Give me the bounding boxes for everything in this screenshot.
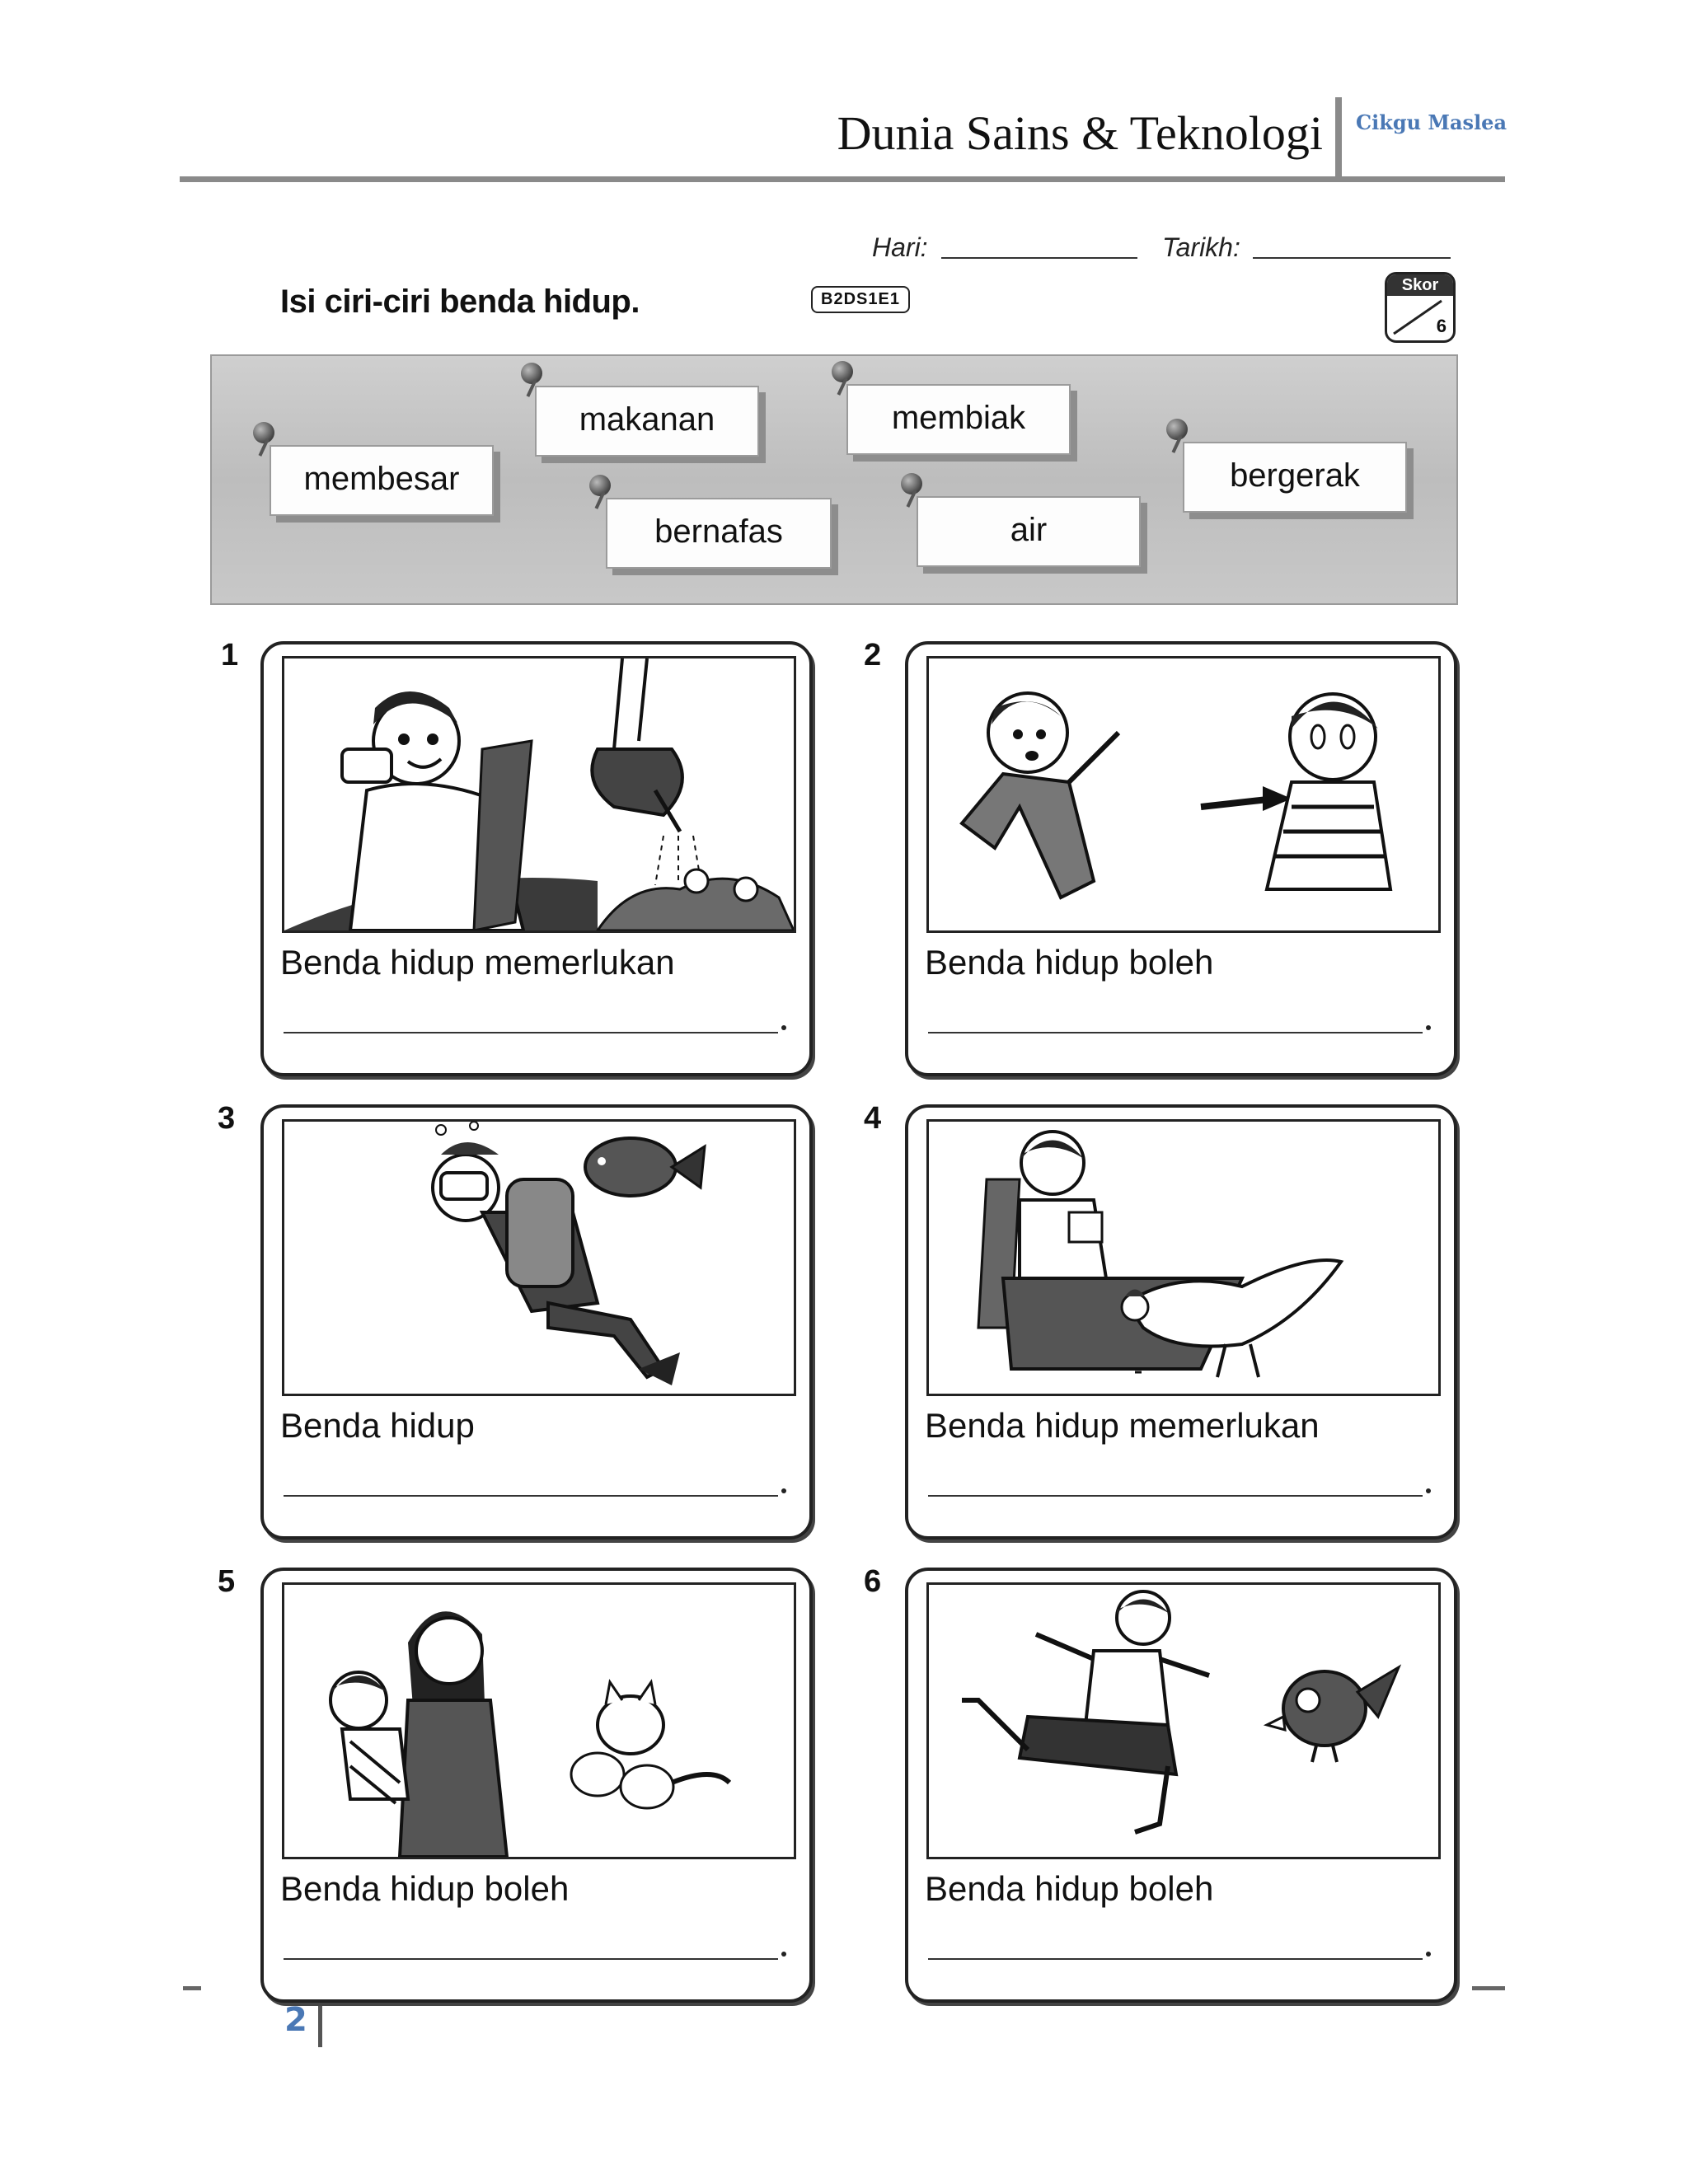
question-prompt: Benda hidup memerlukan	[280, 943, 675, 982]
answer-field[interactable]	[284, 1032, 778, 1033]
question-number: 2	[864, 638, 882, 673]
hari-label: Hari:	[872, 232, 928, 262]
question-prompt: Benda hidup boleh	[280, 1869, 570, 1908]
page-number-divider	[318, 2006, 322, 2047]
answer-field[interactable]	[928, 1032, 1423, 1033]
pin-icon	[832, 361, 853, 382]
answer-field[interactable]	[284, 1495, 778, 1497]
question-panel-5	[260, 1568, 813, 2003]
answer-period	[1426, 1025, 1431, 1030]
mother-child-and-cats-icon	[282, 1582, 796, 1859]
question-prompt: Benda hidup boleh	[925, 943, 1214, 982]
word-bank	[210, 354, 1458, 605]
answer-field[interactable]	[928, 1495, 1423, 1497]
question-panel-3	[260, 1104, 813, 1540]
question-panel-6	[905, 1568, 1457, 2003]
answer-period	[781, 1952, 786, 1957]
boy-eating-and-hen-icon	[926, 1119, 1441, 1396]
word-card-makanan: makanan	[535, 386, 759, 457]
pin-icon	[253, 422, 274, 443]
boy-drinking-and-watering-can-icon	[282, 656, 796, 933]
page-number: 2	[284, 2001, 307, 2039]
pin-icon	[521, 363, 542, 384]
answer-field[interactable]	[284, 1958, 778, 1960]
answer-period	[781, 1488, 786, 1493]
worksheet-instruction: Isi ciri-ciri benda hidup.	[280, 284, 640, 320]
word-card-membiak: membiak	[846, 384, 1071, 455]
question-prompt: Benda hidup	[280, 1406, 475, 1445]
question-prompt: Benda hidup boleh	[925, 1869, 1214, 1908]
question-number: 1	[221, 638, 239, 673]
footer-rule-left	[183, 1986, 201, 1990]
question-panel-1	[260, 641, 813, 1076]
question-panel-4	[905, 1104, 1457, 1540]
pin-icon	[1166, 419, 1188, 440]
pin-icon	[901, 473, 922, 494]
tarikh-field[interactable]	[1253, 257, 1451, 259]
author-name: Cikgu Maslea	[1356, 110, 1507, 134]
answer-period	[781, 1025, 786, 1030]
answer-period	[1426, 1488, 1431, 1493]
header-divider	[1335, 97, 1342, 180]
question-number: 4	[864, 1101, 882, 1136]
word-card-bernafas: bernafas	[606, 498, 832, 569]
question-panel-2	[905, 641, 1457, 1076]
answer-period	[1426, 1952, 1431, 1957]
hari-field[interactable]	[941, 257, 1137, 259]
question-number: 5	[218, 1564, 236, 1599]
diver-and-fish-icon	[282, 1119, 796, 1396]
question-number: 3	[218, 1101, 236, 1136]
word-card-bergerak: bergerak	[1183, 442, 1407, 513]
question-prompt: Benda hidup memerlukan	[925, 1406, 1320, 1445]
answer-field[interactable]	[928, 1958, 1423, 1960]
pin-icon	[589, 475, 611, 496]
footer-rule-right	[1472, 1986, 1505, 1990]
question-number: 6	[864, 1564, 882, 1599]
word-card-air: air	[917, 496, 1141, 567]
header-rule	[180, 176, 1505, 182]
score-box	[1385, 272, 1456, 343]
child-growing-icon	[926, 656, 1441, 933]
score-total: 6	[1436, 316, 1447, 336]
score-label: Skor	[1387, 274, 1453, 296]
tarikh-label: Tarikh:	[1162, 232, 1240, 262]
word-card-membesar: membesar	[270, 445, 494, 516]
document-title: Dunia Sains & Teknologi	[837, 106, 1323, 160]
runner-and-bird-icon	[926, 1582, 1441, 1859]
worksheet-code-badge: B2DS1E1	[811, 286, 910, 313]
